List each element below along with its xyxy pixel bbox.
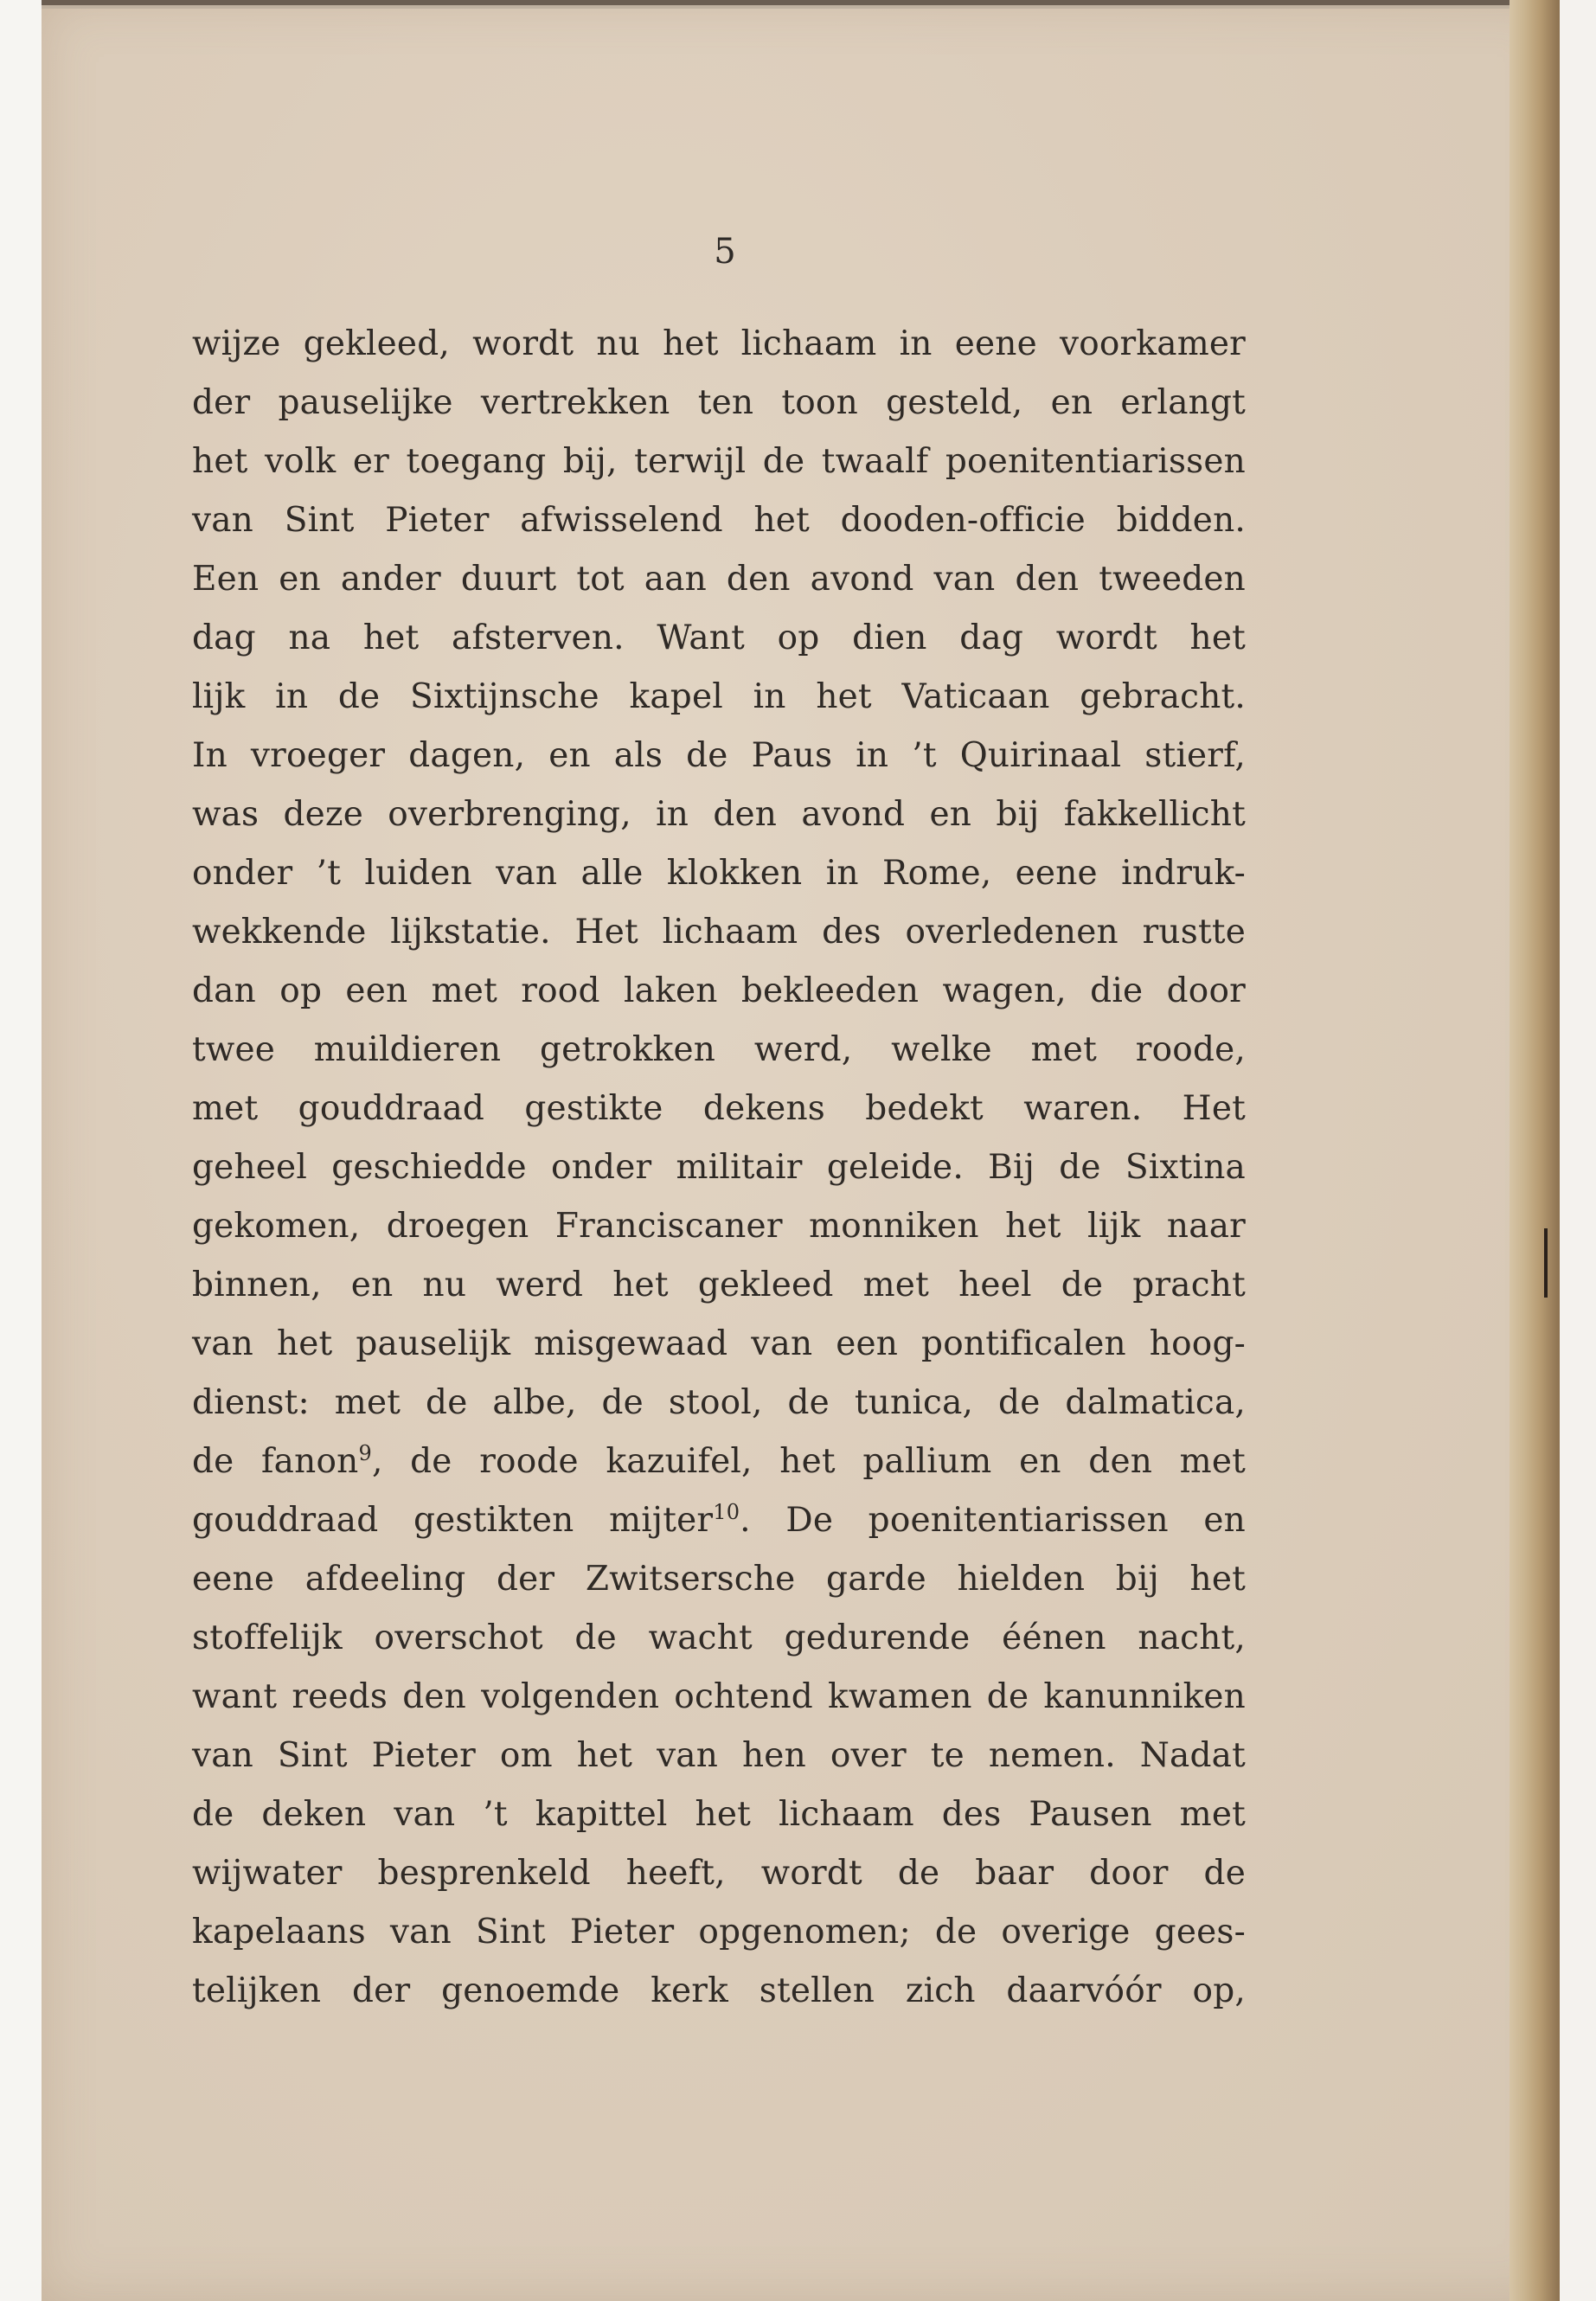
text-line: eene afdeeling der Zwitsersche garde hielden bij het: [192, 1560, 1246, 1599]
text-line: van Sint Pieter afwisselend het dooden-officie bidden.: [192, 501, 1246, 540]
text-line: gekomen, droegen Franciscaner monniken het lijk naar: [192, 1207, 1246, 1246]
text-line: geheel geschiedde onder militair geleide. Bij de Sixtina: [192, 1148, 1246, 1187]
text-line: wijwater besprenkeld heeft, wordt de baar door de: [192, 1854, 1246, 1893]
text-line: het volk er toegang bij, terwijl de twaalf poenitentiarissen: [192, 442, 1246, 481]
text-line: de deken van ’t kapittel het lichaam des Pausen met: [192, 1795, 1246, 1834]
text-line: In vroeger dagen, en als de Paus in ’t Quirinaal stierf,: [192, 736, 1246, 775]
text-line: wijze gekleed, wordt nu het lichaam in eene voorkamer: [192, 324, 1246, 363]
spine-mark: [1544, 1228, 1548, 1298]
page-number: 5: [714, 232, 736, 272]
text-line-with-footnote: [192, 1491, 1246, 1550]
text-segment: . De poenitentiarissen en: [740, 1501, 1246, 1540]
text-line: twee muildieren getrokken werd, welke met roode,: [192, 1030, 1246, 1069]
text-line: van Sint Pieter om het van hen over te nemen. Nadat: [192, 1736, 1246, 1775]
text-line: kapelaans van Sint Pieter opgenomen; de overige gees-: [192, 1913, 1246, 1952]
text-line: want reeds den volgenden ochtend kwamen de kanunniken: [192, 1677, 1246, 1716]
text-segment: , de roode kazuifel, het pallium en den met: [371, 1442, 1246, 1481]
text-line: Een en ander duurt tot aan den avond van den tweeden: [192, 560, 1246, 599]
body-text: [192, 315, 1246, 2021]
text-line: binnen, en nu werd het gekleed met heel de pracht: [192, 1266, 1246, 1304]
text-segment: gouddraad gestikten mijter: [192, 1501, 714, 1540]
text-line-with-footnote: [192, 1433, 1246, 1491]
page-top-edge-highlight: [42, 5, 1560, 9]
text-line: was deze overbrenging, in den avond en bij fakkellicht: [192, 795, 1246, 834]
text-line: met gouddraad gestikte dekens bedekt waren. Het: [192, 1089, 1246, 1128]
text-line: lijk in de Sixtijnsche kapel in het Vaticaan gebracht.: [192, 677, 1246, 716]
text-line: stoffelijk overschot de wacht gedurende éénen nacht,: [192, 1618, 1246, 1657]
scan-left-margin: [0, 0, 42, 2301]
scan-right-margin: [1560, 0, 1596, 2301]
text-line: telijken der genoemde kerk stellen zich daarvóór op,: [192, 1971, 1246, 2010]
footnote-marker: 9: [358, 1441, 372, 1465]
text-line: van het pauselijk misgewaad van een pontificalen hoog-: [192, 1324, 1246, 1363]
text-line: onder ’t luiden van alle klokken in Rome, eene indruk-: [192, 854, 1246, 893]
text-line: dan op een met rood laken bekleeden wagen, die door: [192, 971, 1246, 1010]
text-line: dag na het afsterven. Want op dien dag wordt het: [192, 619, 1246, 657]
footnote-marker: 10: [713, 1500, 740, 1524]
text-line: wekkende lijkstatie. Het lichaam des overledenen rustte: [192, 913, 1246, 952]
text-segment: de fanon: [192, 1442, 359, 1481]
book-spine: [1509, 0, 1560, 2301]
text-line: dienst: met de albe, de stool, de tunica, de dalmatica,: [192, 1383, 1246, 1422]
text-line: der pauselijke vertrekken ten toon gesteld, en erlangt: [192, 383, 1246, 422]
